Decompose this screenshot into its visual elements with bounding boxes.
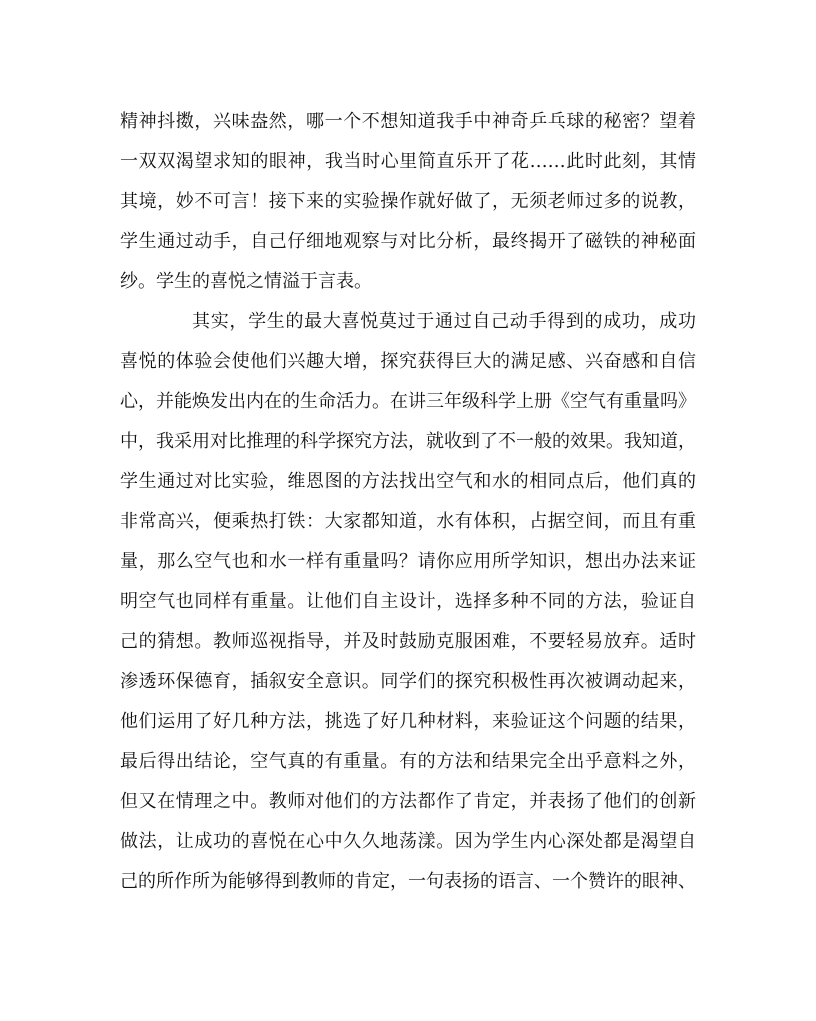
paragraph-line: 其实，学生的最大喜悦莫过于通过自己动手得到的成功，成功 [192,311,696,332]
paragraph-line: 己的所作所为能够得到教师的肯定，一句表扬的语言、一个赞许的眼神、 [120,871,696,892]
paragraph-line: 中，我采用对比推理的科学探究方法，就收到了不一般的效果。我知道， [120,431,696,452]
paragraph-line: 学生通过对比实验，维恩图的方法找出空气和水的相同点后，他们真的 [120,471,696,492]
paragraph-line: 非常高兴，便乘热打铁：大家都知道，水有体积，占据空间，而且有重 [120,511,696,532]
paragraph-line: 量，那么空气也和水一样有重量吗？请你应用所学知识，想出办法来证 [120,551,696,572]
paragraph-line: 但又在情理之中。教师对他们的方法都作了肯定，并表扬了他们的创新 [120,791,696,812]
paragraph-line: 学生通过动手，自己仔细地观察与对比分析，最终揭开了磁铁的神秘面 [120,231,696,252]
paragraph-line: 心，并能焕发出内在的生命活力。在讲三年级科学上册《空气有重量吗》 [120,391,696,412]
paragraph-line: 其境，妙不可言！接下来的实验操作就好做了，无须老师过多的说教， [120,191,696,212]
paragraph-line: 明空气也同样有重量。让他们自主设计，选择多种不同的方法，验证自 [120,591,696,612]
paragraph-line: 做法，让成功的喜悦在心中久久地荡漾。因为学生内心深处都是渴望自 [120,831,696,852]
paragraph-line: 他们运用了好几种方法，挑选了好几种材料，来验证这个问题的结果， [120,711,696,732]
paragraph-1 [120,102,696,302]
paragraph-line: 一双双渴望求知的眼神，我当时心里简直乐开了花……此时此刻，其情 [120,151,696,172]
paragraph-line: 己的猜想。教师巡视指导，并及时鼓励克服困难，不要轻易放弃。适时 [120,631,696,652]
paragraph-line: 最后得出结论，空气真的有重量。有的方法和结果完全出乎意料之外， [120,751,696,772]
paragraph-line: 精神抖擞，兴味盎然，哪一个不想知道我手中神奇乒乓球的秘密？望着 [120,111,696,132]
paragraph-2 [120,302,696,902]
paragraph-line: 喜悦的体验会使他们兴趣大增，探究获得巨大的满足感、兴奋感和自信 [120,351,696,372]
paragraph-line: 纱。学生的喜悦之情溢于言表。 [120,271,372,292]
paragraph-line: 渗透环保德育，插叙安全意识。同学们的探究积极性再次被调动起来， [120,671,696,692]
document-body [120,102,696,902]
